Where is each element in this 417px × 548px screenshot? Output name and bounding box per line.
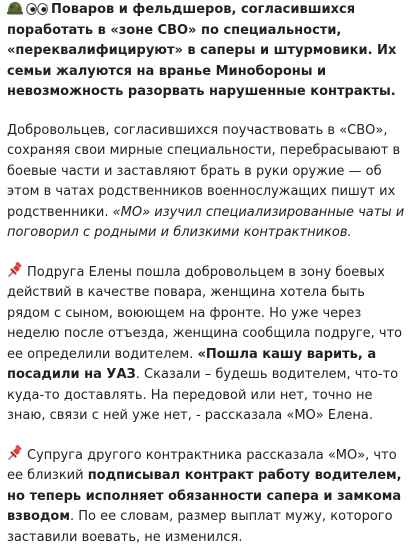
post-lead-paragraph (7, 0, 409, 103)
post-intro-italic: «МО» изучил специализированные чаты и поговорил с родными и близкими контрактников. (7, 205, 404, 241)
post-intro-text: Добровольцев, согласившихся поучаствовать в «СВО», сохраняя свои мирные специальности, перебрасывают в боевые части и заставляют брать в руки оружие — об этом в чатах родственников военнослужащих пишут их родственники. (7, 123, 400, 220)
story-1-text-2: . Сказали – будешь водителем, что-то куда-то доставлять. На передовой или нет, точно не знаю, связи с ней уже нет, - рассказала «МО» Елена. (7, 367, 398, 423)
story-2-text-1: Супруга другого контрактника рассказала «МО», что ее близкий (7, 448, 397, 484)
pushpin-icon (7, 262, 23, 278)
story-1-text-1: Подруга Елены пошла добровольцем в зону боевых действий в качестве повара, женщина хотела быть рядом с сыном, воюющем на фронте. Но уже через неделю после отъезда, женщина сообщила подруге, что ее определили водителем. (7, 265, 402, 362)
pushpin-icon (7, 445, 23, 461)
post-story-2 (7, 445, 409, 548)
post-lead-text: Поваров и фельдшеров, согласившихся поработать в «зоне СВО» по специальности, «переквалифицируют» в саперы и штурмовики. Их семьи жалуются на вранье Минобороны и невозможность разорвать нарушенные контракты. (7, 2, 396, 99)
story-2-bold: подписывал контракт работу водителем, но теперь исполняет обязанности сапера и замкома взводом (7, 468, 402, 524)
post-intro-paragraph (7, 121, 409, 244)
eyes-icon (26, 3, 48, 15)
story-1-bold: «Пошла кашу варить, а посадили на УАЗ (7, 347, 376, 383)
story-2-text-2: . По ее словам, размер выплат мужу, которого заставили воевать, не изменился. (7, 509, 393, 545)
military-helmet-icon (7, 1, 23, 15)
post-story-1 (7, 262, 409, 427)
